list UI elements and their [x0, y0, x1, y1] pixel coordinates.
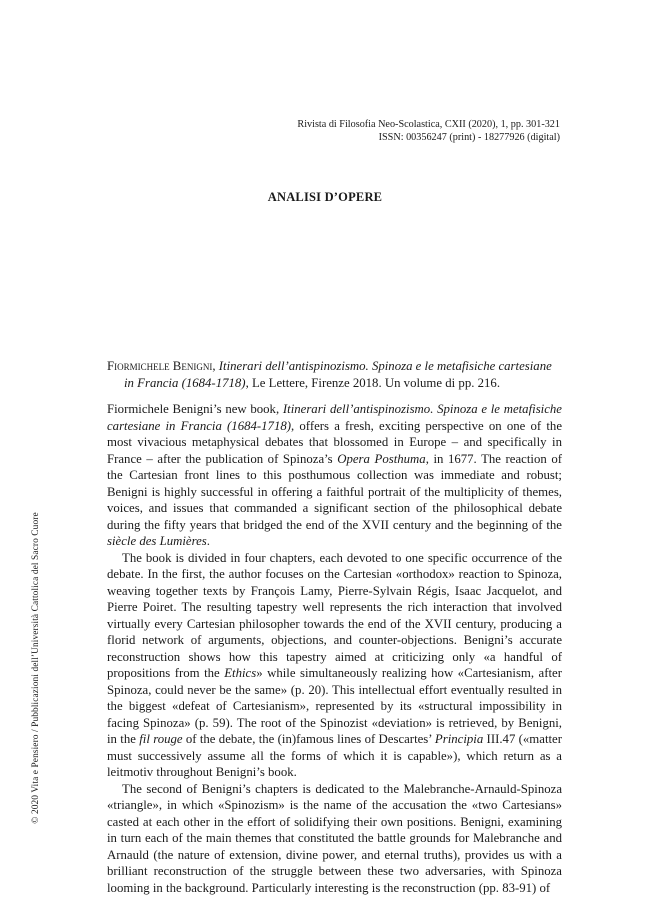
p1-segment: , in 1677. The reaction of the Cartesian front lines to this posthumous collection was immediate and robust; Benigni is highly successful in offering a faithful portrait of the multiplicity of themes, voices, and issues that commanded a significant section of the philosophical debate during the fifty years that bridged the end of the XVII century and the beginning of the	[107, 451, 562, 532]
reference-title-part2: in Francia (1684-1718)	[124, 375, 246, 390]
p2-segment: » while simultaneously realizing how «Cartesianism, after Spinoza, could never be the same» (p. 20). This intellectual effort eventually resulted in the biggest «defeat of Cartesianism», represented by its «structural impossibility in facing Spinoza» (p. 59). The root of the Spinozist «deviation» is retrieved, by Benigni, in the	[107, 666, 562, 746]
reference-publisher: , Le Lettere, Firenze 2018. Un volume di pp. 216.	[245, 375, 501, 390]
review-body	[107, 401, 562, 896]
p1-segment: .	[206, 534, 210, 548]
paragraph-3	[107, 781, 562, 897]
reference-author: Fiormichele Benigni	[107, 359, 213, 373]
p2-segment: Ethics	[224, 666, 257, 680]
p2-segment: The book is divided in four chapters, each devoted to one specific occurrence of the debate. In the first, the author focuses on the Cartesian «orthodox» reaction to Spinoza, weaving together texts by François Lamy, Pierre-Sylvain Régis, Isaac Jacquelot, and Pierre Poiret. The resulting tapestry well represents the rich interaction that involved virtually every Cartesian philosopher towards the end of the XVII century, producing a florid network of arguments, objections, and counter-objections. Benigni’s accurate reconstruction shows how this tapestry aimed at criticizing only «a handful of propositions from the	[107, 550, 562, 680]
p1-segment: , offers a fresh, exciting perspective on one of the most vivacious metaphysical debates that blossomed in Europe – and specifically in France – after the publication of Spinoza’s	[107, 418, 562, 466]
paragraph-1	[107, 401, 562, 550]
journal-citation: Rivista di Filosofia Neo-Scolastica, CXII (2020), 1, pp. 301-321	[297, 119, 560, 130]
journal-header	[297, 118, 560, 144]
reference-separator: ,	[212, 359, 219, 373]
p2-segment: of the debate, the (in)famous lines of Descartes’	[182, 732, 435, 746]
p2-segment: III.47 («matter must successively assume all the forms of which it is capable»), which return as a leitmotiv throughout Benigni’s book.	[107, 732, 562, 779]
paragraph-2	[107, 550, 562, 781]
section-title: ANALISI D’OPERE	[267, 190, 383, 204]
p2-segment: fil rouge	[139, 732, 183, 746]
reference-title-part1: Itinerari dell’antispinozismo. Spinoza e le metafisiche cartesiane	[218, 359, 552, 373]
p1-segment: siècle des Lumières	[107, 534, 207, 548]
book-reference	[107, 358, 562, 391]
copyright-sidebar: © 2020 Vita e Pensiero / Pubblicazioni dell’Università Cattolica del Sacro Cuore	[31, 512, 41, 824]
p1-segment: Opera Posthuma	[337, 451, 426, 466]
issn-line: ISSN: 00356247 (print) - 18277926 (digital)	[378, 132, 560, 143]
p1-segment: Itinerari dell’antispinozismo. Spinoza e le metafisiche cartesiane in Francia (1684-1718)	[107, 402, 562, 433]
p1-segment: Fiormichele Benigni’s new book,	[107, 402, 283, 416]
p3-segment: The second of Benigni’s chapters is dedicated to the Malebranche-Arnauld-Spinoza «triangle», in which «Spinozism» is the name of the accusation the «two Cartesians» casted at each other in the effort of solidifying their own positions. Benigni, examining in turn each of the main themes that constituted the battle grounds for Malebranche and Arnauld (the nature of extension, divine power, and eternal truths), provides us with a brilliant reconstruction of the struggle between these two adversaries, with Spinoza looming in the background. Particularly interesting is the reconstruction (pp. 83-91) of	[107, 781, 562, 895]
p2-segment: Principia	[434, 732, 484, 746]
